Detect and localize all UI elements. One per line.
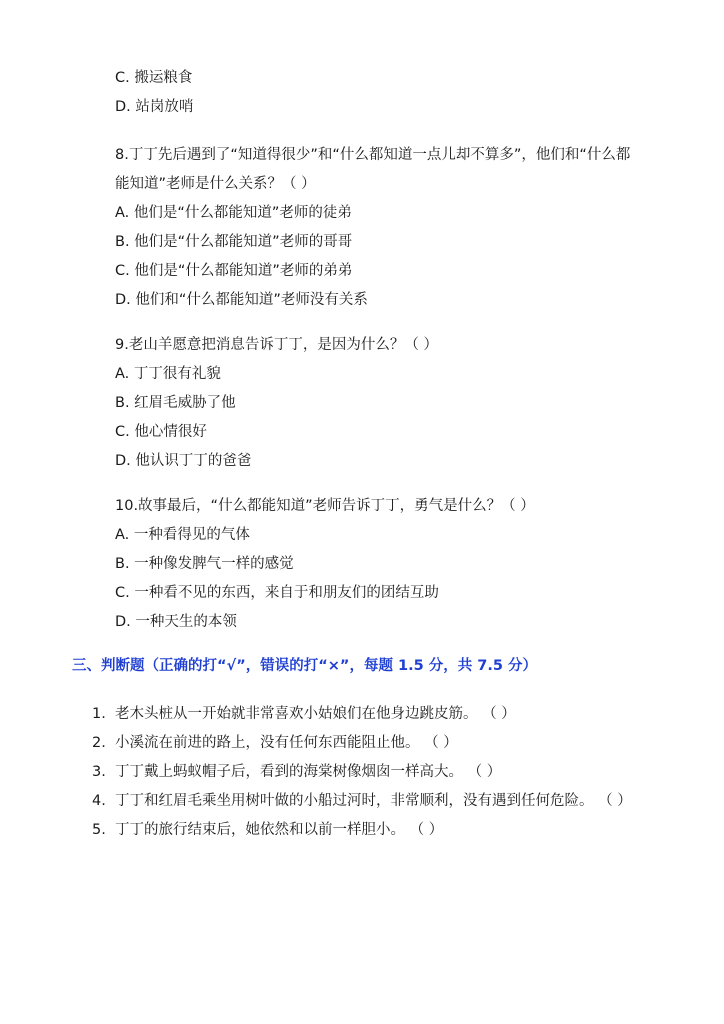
q9-option-b: B. 红眉毛威胁了他	[115, 395, 236, 411]
tf-item-number: 5.	[92, 822, 106, 838]
q8-option-b: B. 他们是“什么都能知道”老师的哥哥	[115, 234, 353, 250]
q10-option-a: A. 一种看得见的气体	[115, 527, 250, 543]
q9-option-a: A. 丁丁很有礼貌	[115, 366, 221, 382]
q7-option-d: D. 站岗放哨	[115, 99, 194, 115]
q10-stem: 10.故事最后，“什么都能知道”老师告诉丁丁，勇气是什么？（ ）	[115, 498, 535, 514]
tf-item-text: 老木头桩从一开始就非常喜欢小姑娘们在他身边跳皮筋。 （ ）	[115, 706, 516, 722]
q9-option-d: D. 他认识丁丁的爸爸	[115, 453, 252, 469]
q8-option-c: C. 他们是“什么都能知道”老师的弟弟	[115, 263, 353, 279]
q9-option-c: C. 他心情很好	[115, 424, 207, 440]
tf-item-text: 丁丁的旅行结束后，她依然和以前一样胆小。 （ ）	[115, 822, 444, 838]
q10-option-c: C. 一种看不见的东西，来自于和朋友们的团结互助	[115, 585, 439, 601]
tf-item-text: 丁丁和红眉毛乘坐用树叶做的小船过河时，非常顺利，没有遇到任何危险。 （ ）	[115, 793, 632, 809]
q7-option-c: C. 搬运粮食	[115, 70, 193, 86]
tf-item-text: 丁丁戴上蚂蚁帽子后，看到的海棠树像烟囱一样高大。 （ ）	[115, 764, 502, 780]
q8-option-d: D. 他们和“什么都能知道”老师没有关系	[115, 292, 368, 308]
q8-stem-line2: 能知道”老师是什么关系？（ ）	[115, 176, 316, 192]
tf-item-number: 2.	[92, 735, 106, 751]
q10-option-d: D. 一种天生的本领	[115, 614, 237, 630]
tf-item-number: 3.	[92, 764, 106, 780]
section-3-heading: 三、判断题（正确的打“√”，错误的打“×”，每题 1.5 分，共 7.5 分）	[72, 658, 538, 674]
q8-option-a: A. 他们是“什么都能知道”老师的徒弟	[115, 205, 352, 221]
tf-item-number: 1.	[92, 706, 106, 722]
tf-item-number: 4.	[92, 793, 106, 809]
q10-option-b: B. 一种像发脾气一样的感觉	[115, 556, 294, 572]
tf-item-text: 小溪流在前进的路上，没有任何东西能阻止他。 （ ）	[115, 735, 458, 751]
q8-stem-line1: 8.丁丁先后遇到了“知道得很少”和“什么都知道一点儿却不算多”，他们和“什么都	[115, 147, 631, 163]
q9-stem: 9.老山羊愿意把消息告诉丁丁，是因为什么？（ ）	[115, 337, 438, 353]
